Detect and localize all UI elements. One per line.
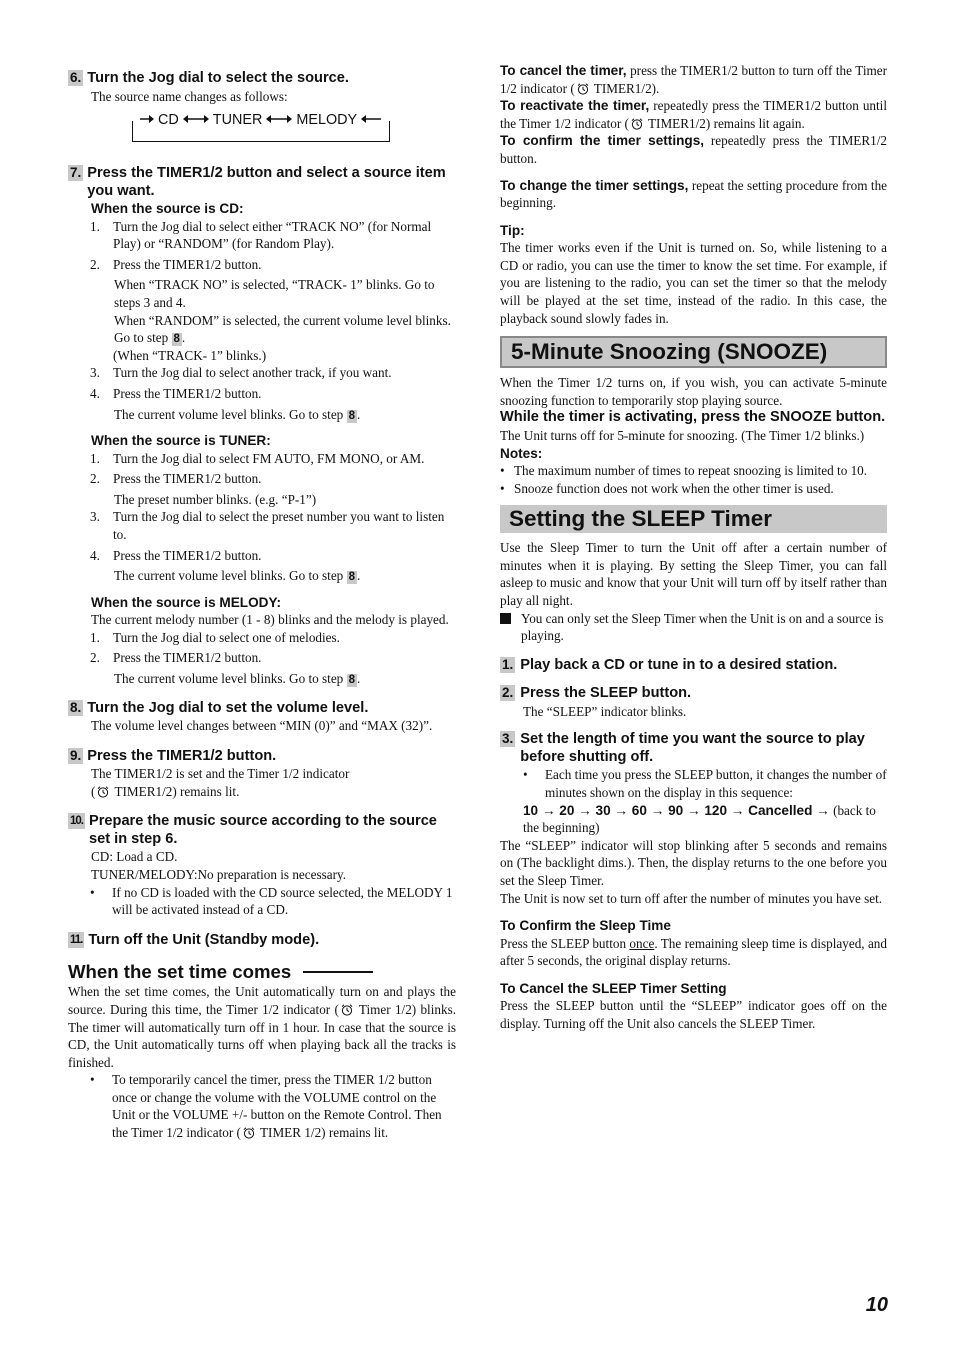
step-title: Press the TIMER1/2 button and select a source item you want. [87, 165, 446, 199]
cd-track-note: (When “TRACK- 1” blinks.) [113, 347, 267, 363]
list-item: • The maximum number of times to repeat snoozing is limited to 10. [500, 463, 868, 478]
list-item: 3. Turn the Jog dial to select the preset number you want to listen to. [90, 509, 445, 542]
when-set-time-bullets [90, 1071, 456, 1141]
confirm-timer-paragraph: To confirm the timer settings, repeatedly press the TIMER1/2 button. [500, 133, 887, 166]
reactivate-timer-paragraph: To reactivate the timer, repeatedly press the TIMER1/2 button until the Timer 1/2 indicator ( TIMER1/2) remains lit again. [500, 98, 887, 131]
when-set-time-paragraph: When the set time comes, the Unit automatically turn on and plays the source. During this time, the Timer 1/2 indicator ( Timer 1/2) blinks. The timer will automatically turn off in 1 hour. In case that the source is CD, the Unit automatically turns off when playing back all the tracks is finished. [68, 984, 457, 1070]
list-item: 1. Turn the Jog dial to select one of melodies. [90, 629, 340, 645]
arrow-right-icon [140, 112, 154, 130]
sleep-after-2: The Unit is now set to turn off after the number of minutes you have set. [500, 890, 883, 906]
list-item: • Snooze function does not work when the other timer is used. [500, 480, 834, 496]
arrow-left-icon [361, 112, 381, 130]
step-ref-badge: 8 [348, 674, 355, 687]
step-10-bullets [90, 884, 456, 919]
when-set-time-heading: When the set time comes [68, 961, 456, 983]
step-number: 1. [502, 656, 514, 672]
sleep-step-3-bullets [523, 766, 887, 801]
snooze-notes [500, 462, 887, 497]
left-column [68, 62, 456, 1142]
tuner-steps-list-cont [68, 508, 456, 564]
alarm-clock-icon [631, 117, 643, 129]
list-item: • Each time you press the SLEEP button, it changes the number of minutes shown on the display in this sequence: [523, 767, 887, 800]
tip-heading: Tip: [500, 222, 525, 238]
list-item: 2. Press the TIMER1/2 button. [90, 471, 262, 487]
sleep-section-title: Setting the SLEEP Timer [500, 505, 887, 533]
step-title: Turn off the Unit (Standby mode). [88, 931, 320, 948]
step-number: 7. [70, 165, 82, 181]
double-arrow-icon [183, 112, 209, 130]
step-title: Press the SLEEP button. [520, 685, 692, 702]
step-title: Press the TIMER1/2 button. [87, 747, 277, 764]
tuner-step-4-note: The current volume level blinks. Go to step 8 . [114, 568, 361, 584]
step-8-desc: The volume level changes between “MIN (0)” and “MAX (32)”. [91, 718, 433, 734]
step-number: 9. [70, 747, 82, 763]
step-number: 2. [502, 685, 514, 701]
square-bullet-icon [500, 613, 511, 624]
step-title: Play back a CD or tune in to a desired station. [520, 656, 838, 673]
melody-subheading: When the source is MELODY: [91, 594, 282, 610]
cd-subheading: When the source is CD: [91, 201, 244, 217]
step-title: Turn the Jog dial to select the source. [87, 70, 349, 86]
step-7-heading [68, 165, 456, 200]
alarm-clock-icon [577, 82, 589, 94]
alarm-clock-icon [243, 1126, 255, 1138]
sleep-sequence: 10 → 20 → 30 → 60 → 90 → 120 → Cancelled → (back to the beginning) [523, 802, 876, 836]
step-8-heading [68, 700, 456, 718]
step-ref-badge: 8 [173, 333, 180, 346]
tuner-steps-list [68, 450, 456, 488]
cd-step-2-note-b: When “RANDOM” is selected, the current volume level blinks. Go to step 8 . [114, 312, 451, 346]
melody-step-2-note: The current volume level blinks. Go to step 8 . [114, 671, 361, 687]
cd-step-4-note: The current volume level blinks. Go to step 8 . [114, 406, 361, 422]
list-item: 4. Press the TIMER1/2 button. [90, 547, 262, 563]
cd-steps-list [68, 218, 456, 274]
cancel-timer-paragraph: To cancel the timer, press the TIMER1/2 button to turn off the Timer 1/2 indicator ( TIMER1/2). [500, 63, 887, 96]
sleep-square-note: You can only set the Sleep Timer when the Unit is on and a source is playing. [500, 610, 887, 645]
sleep-step-3-heading [500, 731, 887, 766]
cancel-sleep-text: Press the SLEEP button until the “SLEEP” indicator goes off on the display. Turning off the Unit also cancels the SLEEP Timer. [500, 998, 887, 1031]
step-ref-badge: 8 [348, 409, 355, 422]
notes-heading: Notes: [500, 445, 543, 461]
sleep-intro: Use the Sleep Timer to turn the Unit off after a certain number of minutes when it is playing. By setting the Sleep Timer, you can fall asleep to music and know that your Unit will turn off by itself rather than play all night. [500, 540, 887, 608]
step-number: 6. [70, 70, 82, 85]
change-timer-paragraph: To change the timer settings, repeat the setting procedure from the beginning. [500, 177, 888, 211]
heading-rule [303, 971, 373, 973]
step-11-heading [68, 932, 456, 950]
snooze-instruction: While the timer is activating, press the SNOOZE button. [500, 409, 886, 426]
step-title: Turn the Jog dial to set the volume level. [87, 699, 369, 716]
sleep-step-2-heading [500, 685, 887, 703]
cd-steps-list-cont [68, 364, 456, 402]
snooze-result: The Unit turns off for 5-minute for snoozing. (The Timer 1/2 blinks.) [500, 427, 865, 443]
step-ref-badge: 8 [348, 571, 355, 584]
right-column [500, 62, 887, 1032]
page-number: 10 [865, 1294, 888, 1316]
list-item: 1. Turn the Jog dial to select either “TRACK NO” (for Normal Play) or “RANDOM” (for Random Play). [90, 218, 432, 252]
flow-item-melody: MELODY [296, 112, 358, 129]
source-flow-diagram [132, 111, 456, 147]
step-9-heading [68, 748, 456, 766]
double-arrow-icon [266, 112, 292, 130]
list-item: 4. Press the TIMER1/2 button. [90, 385, 262, 401]
melody-intro: The current melody number (1 - 8) blinks and the melody is played. [91, 612, 449, 628]
list-item: 1. Turn the Jog dial to select FM AUTO, FM MONO, or AM. [90, 450, 425, 466]
step-number: 11. [70, 933, 83, 946]
list-item: 3. Turn the Jog dial to select another track, if you want. [90, 365, 392, 381]
flow-item-cd: CD [158, 112, 179, 129]
list-item: 2. Press the TIMER1/2 button. [90, 256, 262, 272]
sleep-step-2-desc: The “SLEEP” indicator blinks. [523, 703, 687, 719]
step-10-heading [68, 813, 456, 848]
step-9-desc: The TIMER1/2 is set and the Timer 1/2 indicator ( TIMER1/2) remains lit. [91, 766, 350, 799]
alarm-clock-icon [97, 785, 109, 797]
tip-text: The timer works even if the Unit is turned on. So, while listening to a CD or radio, you can use the timer to know the set time. For example, if you are listening to the radio, you can set the timer so that the melody will be played at the set time, instead of the radio. In this case, the playback sound slowly fades in. [500, 240, 887, 326]
cancel-sleep-heading: To Cancel the SLEEP Timer Setting [500, 980, 727, 996]
step-title: Prepare the music source according to the source set in step 6. [89, 813, 437, 847]
snooze-section-title: 5-Minute Snoozing (SNOOZE) [500, 336, 887, 368]
list-item: • If no CD is loaded with the CD source selected, the MELODY 1 will be activated instead of a CD. [90, 884, 453, 918]
flow-item-tuner: TUNER [212, 112, 263, 129]
sleep-step-1-heading [500, 657, 887, 675]
alarm-clock-icon [341, 1003, 353, 1015]
step-10-cd: CD: Load a CD. [91, 849, 178, 865]
snooze-intro: When the Timer 1/2 turns on, if you wish, you can activate 5-minute snoozing function to temporarily stop playing source. [500, 375, 887, 408]
step-number: 8. [70, 699, 82, 715]
list-item: 2. Press the TIMER1/2 button. [90, 650, 262, 666]
cd-step-2-note-a: When “TRACK NO” is selected, “TRACK- 1” blinks. Go to steps 3 and 4. [114, 277, 435, 310]
step-6-heading [68, 70, 456, 88]
melody-steps-list [68, 629, 456, 667]
step-10-tuner: TUNER/MELODY:No preparation is necessary. [91, 867, 347, 883]
tuner-step-2-note: The preset number blinks. (e.g. “P-1”) [114, 491, 317, 507]
sleep-after-1: The “SLEEP” indicator will stop blinking after 5 seconds and remains on (The backlight dims.). Then, the display returns to the one before you set the Sleep Timer. [500, 837, 887, 888]
list-item: • To temporarily cancel the timer, press the TIMER 1/2 button once or change the volume with the VOLUME control on the Unit or the VOLUME +/- button on the Remote Control. Then the Timer 1/2 indicator ( TIMER 1/2) remains lit. [90, 1072, 442, 1141]
step-number: 3. [502, 731, 514, 747]
confirm-sleep-text: Press the SLEEP button once. The remaining sleep time is displayed, and after 5 seconds, the original display returns. [500, 935, 887, 969]
step-number: 10. [70, 815, 83, 828]
step-6-desc: The source name changes as follows: [91, 88, 288, 104]
step-title: Set the length of time you want the source to play before shutting off. [520, 731, 865, 765]
tuner-subheading: When the source is TUNER: [91, 433, 271, 449]
confirm-sleep-heading: To Confirm the Sleep Time [500, 918, 671, 934]
